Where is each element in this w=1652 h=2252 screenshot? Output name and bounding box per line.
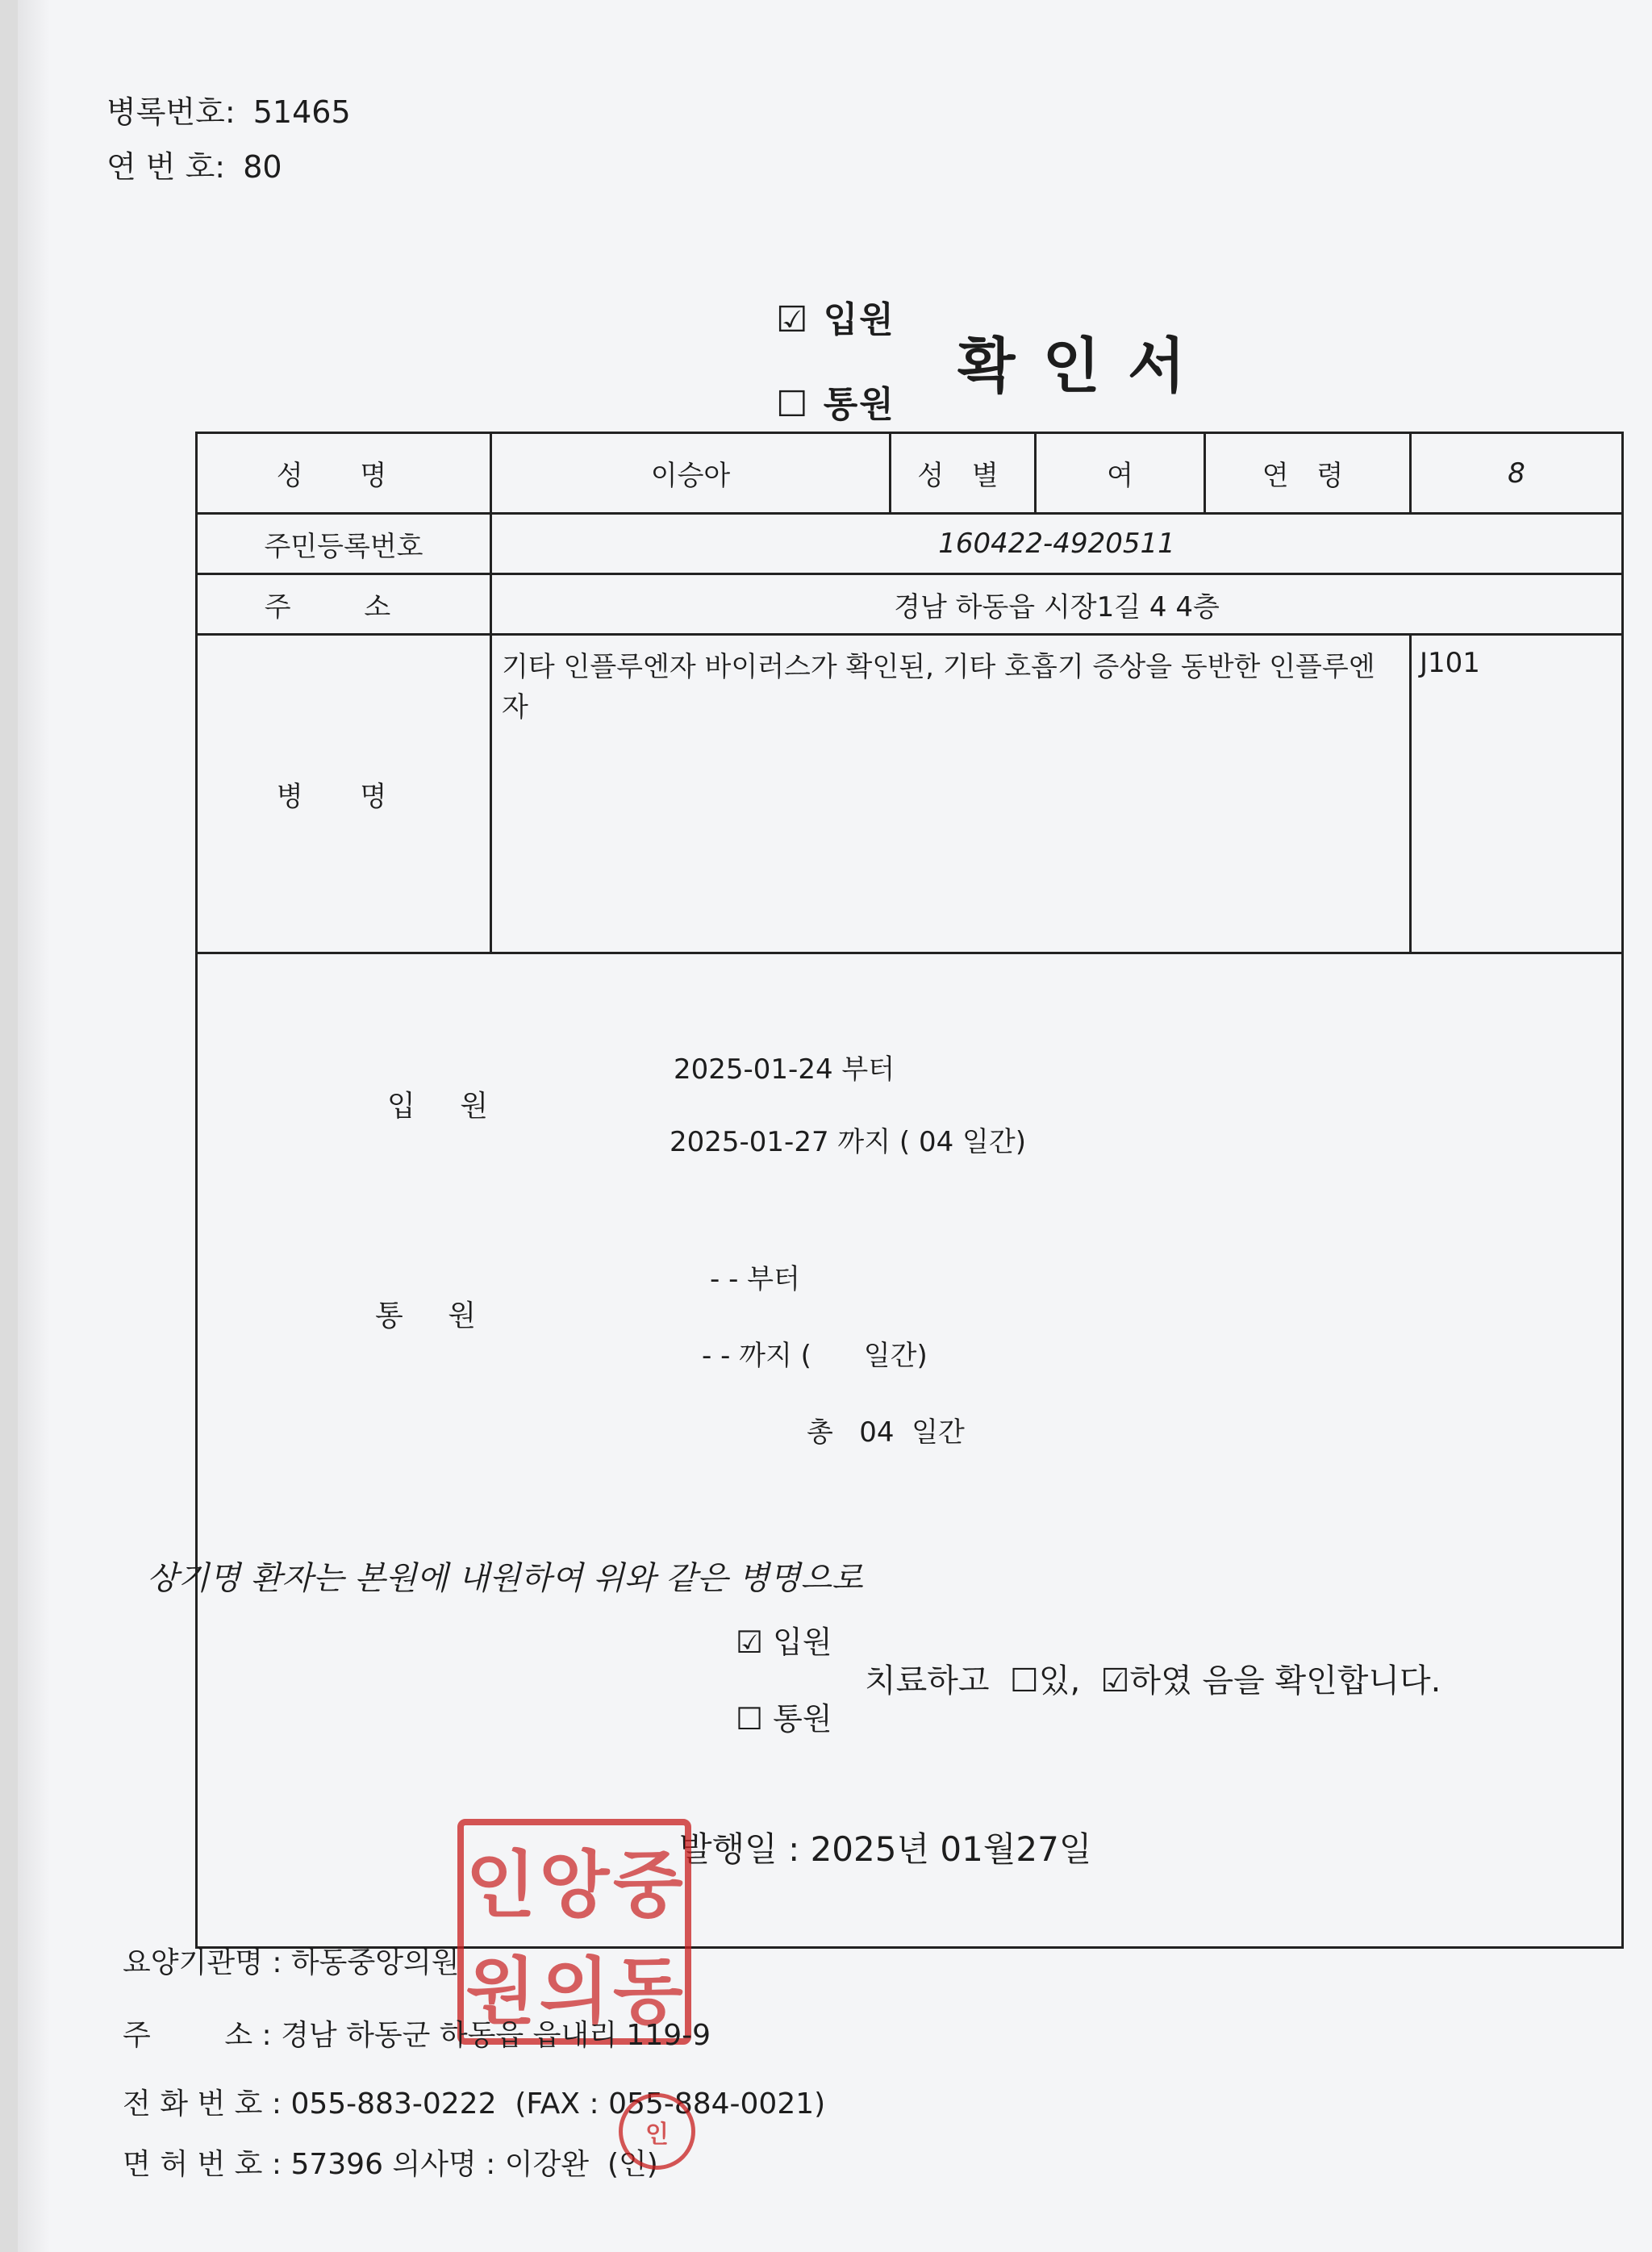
issue-date: 발행일 : 2025년 01월27일 <box>679 1829 1092 1869</box>
treatment-statement: 치료하고 ☐있, ☑하였 음을 확인합니다. <box>865 1662 1441 1699</box>
seal-char: 앙 <box>539 1842 610 1928</box>
rrn-value: 160422-4920511 <box>491 514 1623 574</box>
patient-info-table <box>195 432 1624 1949</box>
official-seal <box>457 1819 691 2045</box>
rrn-label: 주민등록번호 <box>197 514 491 574</box>
record-number-row <box>106 85 359 140</box>
total-days: 총 04 일간 <box>807 1416 965 1449</box>
gender-value: 여 <box>1036 433 1205 514</box>
doctor-license: 면 허 번 호 : 57396 의사명 : 이강완 (인) <box>123 2148 658 2181</box>
table-row <box>197 635 1623 953</box>
seal-char: 원 <box>465 1949 536 2034</box>
institution-name: 요양기관명 : 하동중앙의원 <box>123 1946 460 1979</box>
address-value: 경남 하동읍 시장1길 4 4층 <box>491 574 1623 635</box>
table-row <box>197 433 1623 514</box>
document-page <box>18 0 1652 2252</box>
record-number-value: 51465 <box>252 94 351 130</box>
serial-number-row <box>106 140 359 194</box>
confirmation-statement: 상기명 환자는 본원에 내원하여 위와 같은 병명으로 <box>147 1560 863 1597</box>
admit-period-label: 입 원 <box>387 1090 506 1123</box>
record-number-label: 병록번호: <box>106 94 236 130</box>
diagnosis-value: 기타 인플루엔자 바이러스가 확인된, 기타 호흡기 증상을 동반한 인플루엔자 <box>491 635 1411 953</box>
serial-number-label: 연 번 호: <box>106 149 226 185</box>
visit-to: - - 까지 ( 일간) <box>702 1340 928 1372</box>
name-value: 이승아 <box>491 433 891 514</box>
period-cell <box>197 953 1623 1948</box>
age-value: 8 <box>1411 433 1623 514</box>
statement-admit-option: ☑ 입원 <box>736 1624 832 1660</box>
seal-char: 중 <box>612 1842 683 1928</box>
statement-visit-option: ☐ 통원 <box>736 1701 832 1737</box>
admit-to: 2025-01-27 까지 ( 04 일간) <box>670 1126 1026 1158</box>
age-label: 연 령 <box>1205 433 1411 514</box>
diagnosis-label: 병 명 <box>197 635 491 953</box>
table-row <box>197 514 1623 574</box>
institution-phone: 전 화 번 호 : 055-883-0222 (FAX : 055-884-0021) <box>123 2087 826 2121</box>
title-visit-option: ☐ 통원 <box>776 384 895 425</box>
serial-number-value: 80 <box>243 149 282 185</box>
period-area <box>198 954 1621 1946</box>
visit-period-label: 통 원 <box>375 1299 494 1332</box>
gender-label: 성 별 <box>891 433 1036 514</box>
doctor-seal: 인 <box>619 2093 695 2170</box>
address-label: 주 소 <box>197 574 491 635</box>
visit-from: - - 부터 <box>710 1263 800 1295</box>
table-row <box>197 574 1623 635</box>
record-numbers <box>106 85 359 194</box>
admit-from: 2025-01-24 부터 <box>674 1053 895 1086</box>
document-title: 확인서 <box>957 332 1213 401</box>
institution-address: 주 소 : 경남 하동군 하동읍 읍내리 119-9 <box>123 2019 711 2052</box>
name-label: 성 명 <box>197 433 491 514</box>
table-row <box>197 953 1623 1948</box>
title-admit-option: ☑ 입원 <box>776 299 895 340</box>
seal-char: 의 <box>539 1949 610 2034</box>
seal-char: 동 <box>612 1949 683 2034</box>
seal-char: 인 <box>465 1842 536 1928</box>
diagnosis-code: J101 <box>1411 635 1623 953</box>
